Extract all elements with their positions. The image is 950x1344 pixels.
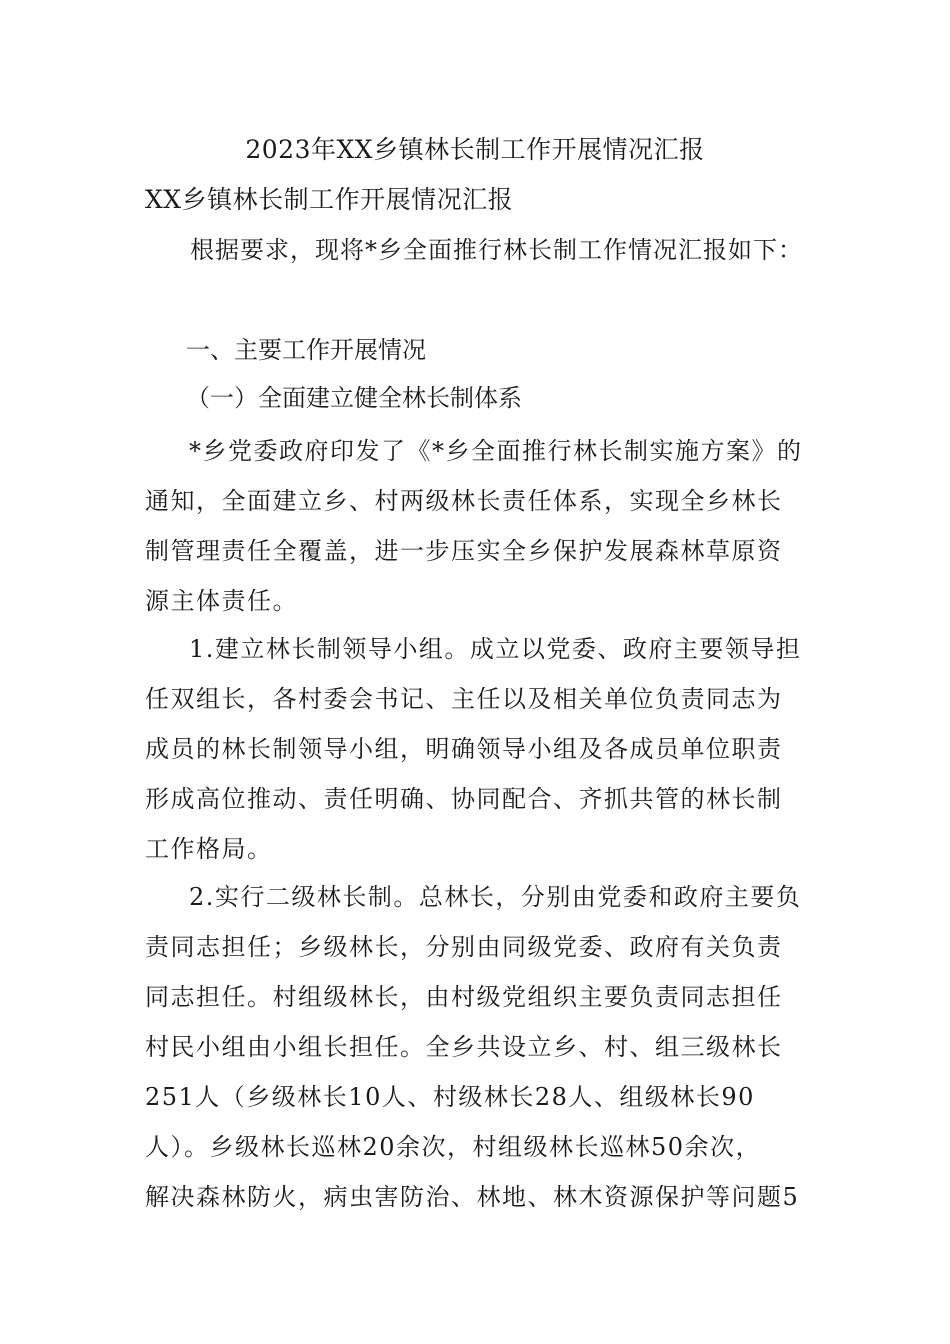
paragraph-line: 成员的林长制领导小组，明确领导小组及各成员单位职责 [145,735,783,763]
paragraph-line: 1.建立林长制领导小组。成立以党委、政府主要领导担 [189,635,802,663]
paragraph-line: 同志担任。村组级林长，由村级党组织主要负责同志担任 [145,983,783,1011]
paragraph-line: 源主体责任。 [145,587,298,615]
document-title: 2023年XX乡镇林长制工作开展情况汇报 [245,135,705,164]
paragraph-line: 制管理责任全覆盖，进一步压实全乡保护发展森林草原资 [145,537,783,565]
paragraph-line: 工作格局。 [145,835,273,863]
paragraph-line: *乡党委政府印发了《*乡全面推行林长制实施方案》的 [189,437,803,465]
paragraph-line: 村民小组由小组长担任。全乡共设立乡、村、组三级林长 [145,1033,783,1061]
paragraph-line: 251人（乡级林长10人、村级林长28人、组级林长90 [145,1083,755,1111]
document-subtitle: XX乡镇林长制工作开展情况汇报 [145,185,514,214]
paragraph-line: 人）。乡级林长巡林20余次，村组级林长巡林50余次， [145,1133,762,1161]
paragraph-1 [145,426,810,626]
paragraph-line: 2.实行二级林长制。总林长，分别由党委和政府主要负 [189,883,802,911]
intro-paragraph: 根据要求，现将*乡全面推行林长制工作情况汇报如下： [190,236,803,264]
paragraph-line: 责同志担任；乡级林长，分别由同级党委、政府有关负责 [145,933,783,961]
paragraph-line: 通知，全面建立乡、村两级林长责任体系，实现全乡林长 [145,487,783,515]
paragraph-line: 任双组长，各村委会书记、主任以及相关单位负责同志为 [145,685,783,713]
paragraph-2 [145,624,810,874]
paragraph-line: 解决森林防火，病虫害防治、林地、林木资源保护等问题5 [145,1183,800,1211]
paragraph-3 [145,872,810,1222]
subsection-heading: （一）全面建立健全林长制体系 [186,384,522,412]
section-heading: 一、主要工作开展情况 [186,336,426,364]
paragraph-line: 形成高位推动、责任明确、协同配合、齐抓共管的林长制 [145,785,783,813]
